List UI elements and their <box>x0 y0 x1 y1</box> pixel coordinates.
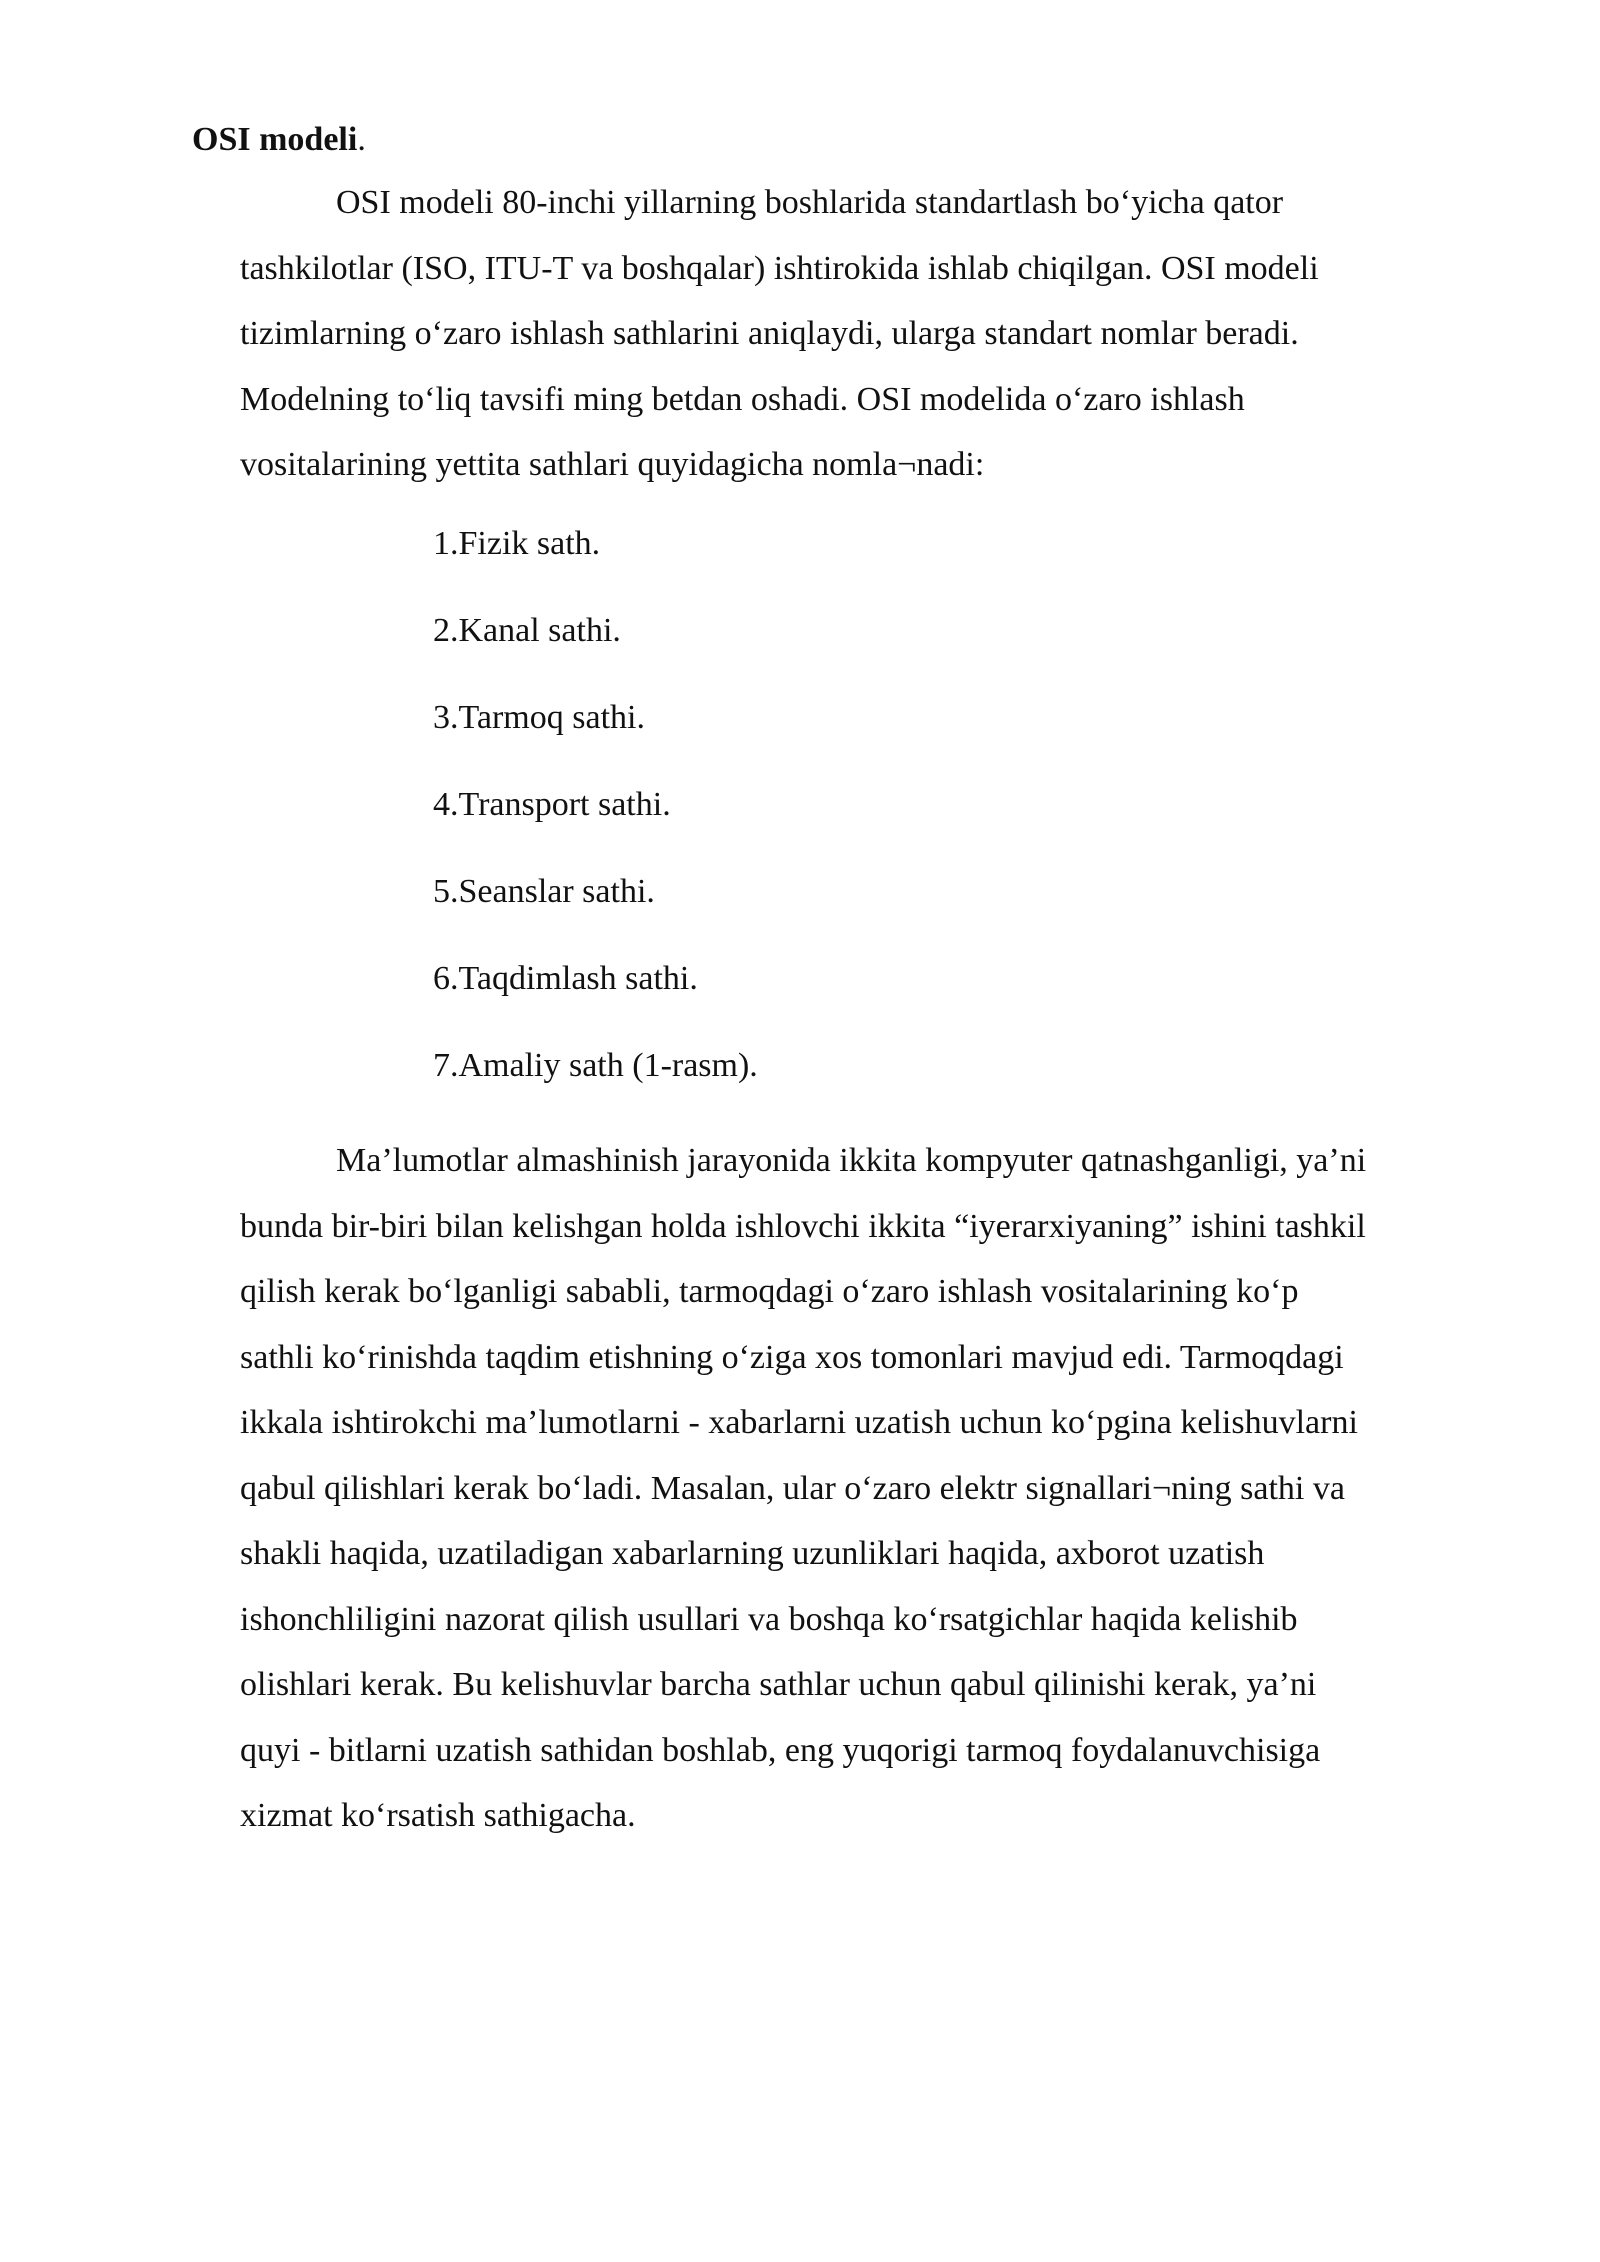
paragraph-line: xizmat ko‘rsatish sathigacha. <box>240 1797 636 1834</box>
paragraph-line: vositalarining yettita sathlari quyidagicha nomla¬nadi: <box>240 446 985 483</box>
osi-layer-list <box>433 520 758 1129</box>
section-title-punct: . <box>357 121 366 158</box>
section-title: OSI modeli <box>192 121 358 158</box>
paragraph-line: qabul qilishlari kerak bo‘ladi. Masalan, ular o‘zaro elektr signallari¬ning sathi va <box>240 1469 1345 1507</box>
paragraph-line: tashkilotlar (ISO, ITU-T va boshqalar) ishtirokida ishlab chiqilgan. OSI modeli <box>240 249 1319 287</box>
list-item: 2.Kanal sathi. <box>433 612 621 649</box>
paragraph-line: OSI modeli 80-inchi yillarning boshlarida standartlash bo‘yicha qator <box>336 184 1284 221</box>
intro-paragraph <box>240 170 1560 498</box>
paragraph-line: shakli haqida, uzatiladigan xabarlarning uzunliklari haqida, axborot uzatish <box>240 1535 1265 1572</box>
paragraph-line: tizimlarning o‘zaro ishlash sathlarini aniqlaydi, ularga standart nomlar beradi. <box>240 315 1299 352</box>
paragraph-line: quyi - bitlarni uzatish sathidan boshlab, eng yuqorigi tarmoq foydalanuvchisiga <box>240 1731 1321 1769</box>
paragraph-line: Ma’lumotlar almashinish jarayonida ikkita kompyuter qatnashganligi, ya’ni <box>336 1142 1367 1179</box>
list-item: 5.Seanslar sathi. <box>433 873 655 910</box>
paragraph-line: ishonchliligini nazorat qilish usullari va boshqa ko‘rsatgichlar haqida kelishib <box>240 1600 1298 1638</box>
paragraph-line: qilish kerak bo‘lganligi sababli, tarmoqdagi o‘zaro ishlash vositalarining ko‘p <box>240 1273 1299 1310</box>
paragraph-line: sathli ko‘rinishda taqdim etishning o‘ziga xos tomonlari mavjud edi. Tarmoqdagi <box>240 1338 1344 1376</box>
list-item: 4.Transport sathi. <box>433 786 671 823</box>
paragraph-line: bunda bir-biri bilan kelishgan holda ishlovchi ikkita “iyerarxiyaning” ishini tashkil <box>240 1207 1366 1245</box>
list-item: 1.Fizik sath. <box>433 525 601 562</box>
paragraph-line: Modelning to‘liq tavsifi ming betdan oshadi. OSI modelida o‘zaro ishlash <box>240 380 1245 418</box>
paragraph-line: olishlari kerak. Bu kelishuvlar barcha sathlar uchun qabul qilinishi kerak, ya’ni <box>240 1666 1317 1703</box>
list-item: 7.Amaliy sath (1-rasm). <box>433 1047 758 1084</box>
body-paragraph <box>240 1128 1560 1849</box>
paragraph-line: ikkala ishtirokchi ma’lumotlarni - xabarlarni uzatish uchun ko‘pgina kelishuvlarni <box>240 1404 1358 1441</box>
list-item: 3.Tarmoq sathi. <box>433 699 645 736</box>
section-heading <box>192 116 366 164</box>
list-item: 6.Taqdimlash sathi. <box>433 960 698 997</box>
